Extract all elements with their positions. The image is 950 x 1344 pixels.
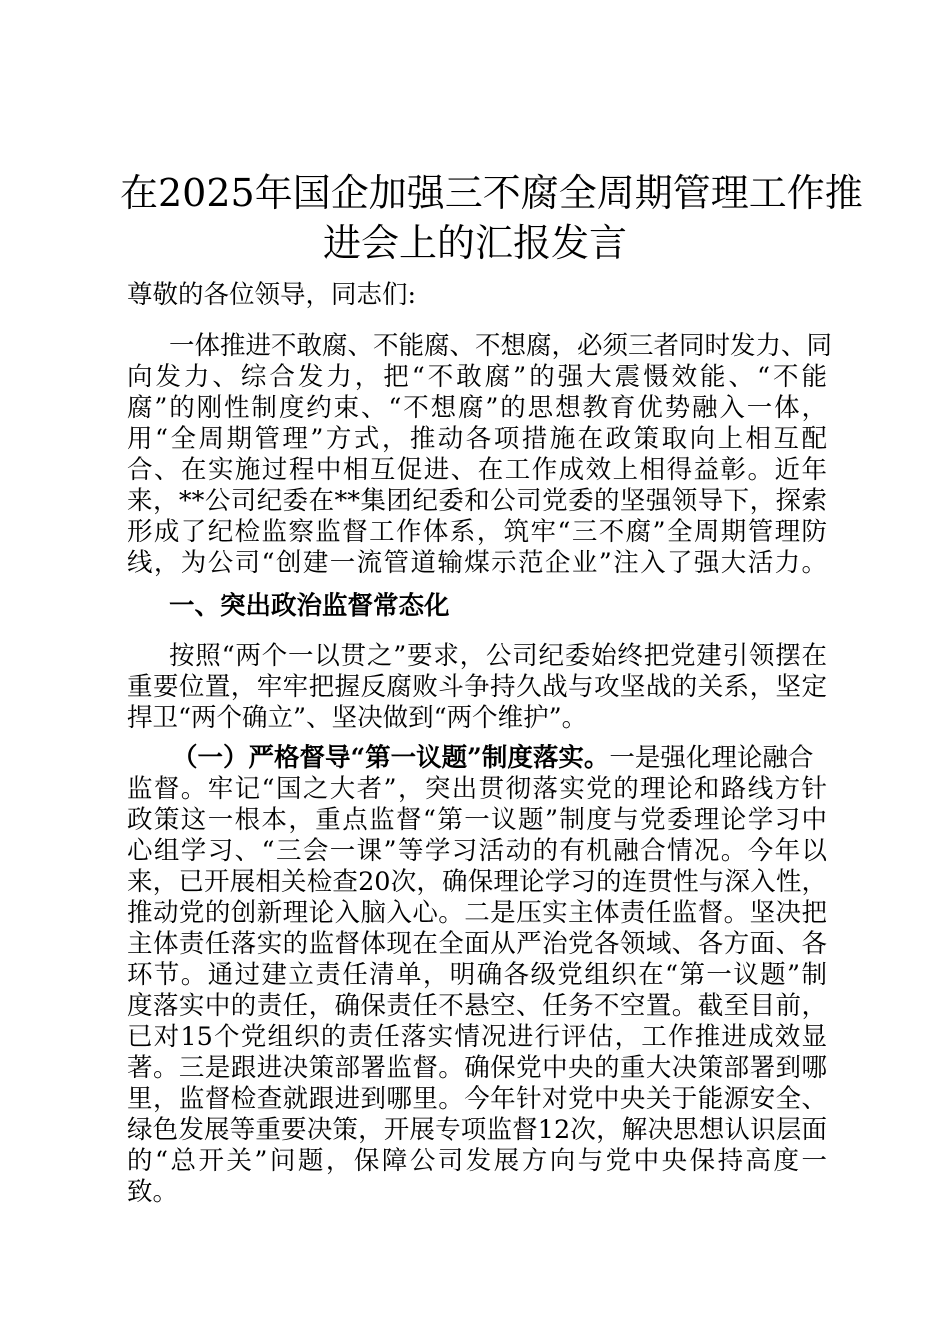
intro-line: 线，为公司“创建一流管道输煤示范企业”注入了强大活力。	[127, 548, 827, 578]
subsection-paragraph-line: 环节。通过建立责任清单，明确各级党组织在“第一议题”制	[127, 960, 827, 990]
intro-line: 用“全周期管理”方式，推动各项措施在政策取向上相互配	[127, 424, 827, 454]
subsection-first-line	[172, 742, 830, 774]
intro-line: 向发力、综合发力，把“不敢腐”的强大震慑效能、“不能	[127, 362, 827, 392]
subsection-paragraph-line: 已对15个党组织的责任落实情况进行评估，工作推进成效显	[127, 1022, 827, 1052]
document-title-line-2: 进会上的汇报发言	[322, 221, 627, 265]
section-paragraph-line: 捍卫“两个确立”、坚决做到“两个维护”。	[127, 703, 588, 733]
subsection-heading: （一）严格督导“第一议题”制度落实。	[172, 743, 610, 773]
subsection-paragraph-line: 的“总开关”问题，保障公司发展方向与党中央保持高度一	[127, 1146, 827, 1176]
intro-line: 合、在实施过程中相互促进、在工作成效上相得益彰。近年	[127, 455, 827, 485]
subsection-paragraph-line: 政策这一根本，重点监督“第一议题”制度与党委理论学习中	[127, 805, 827, 835]
subsection-paragraph-line: 致。	[127, 1177, 179, 1207]
intro-line: 一体推进不敢腐、不能腐、不想腐，必须三者同时发力、同	[169, 331, 833, 361]
document-title-line-1: 在2025年国企加强三不腐全周期管理工作推	[120, 171, 863, 215]
subsection-paragraph-line: 主体责任落实的监督体现在全面从严治党各领域、各方面、各	[127, 929, 827, 959]
intro-line: 腐”的刚性制度约束、“不想腐”的思想教育优势融入一体，	[127, 393, 827, 423]
salutation: 尊敬的各位领导，同志们:	[127, 280, 417, 310]
section-paragraph-line: 按照“两个一以贯之”要求，公司纪委始终把党建引领摆在	[169, 641, 827, 671]
subsection-paragraph-line: 里，监督检查就跟进到哪里。今年针对党中央关于能源安全、	[127, 1084, 827, 1114]
intro-line: 来，**公司纪委在**集团纪委和公司党委的坚强领导下，探索	[127, 486, 827, 516]
subsection-paragraph-line: 度落实中的责任，确保责任不悬空、任务不空置。截至目前，	[127, 991, 827, 1021]
subsection-first-line-rest: 一是强化理论融合	[609, 743, 814, 773]
section-heading: 一、突出政治监督常态化	[169, 591, 450, 621]
subsection-paragraph-line: 心组学习、“三会一课”等学习活动的有机融合情况。今年以	[127, 836, 827, 866]
subsection-paragraph-line: 来，已开展相关检查20次，确保理论学习的连贯性与深入性，	[127, 867, 827, 897]
subsection-paragraph-line: 推动党的创新理论入脑入心。二是压实主体责任监督。坚决把	[127, 898, 827, 928]
subsection-paragraph-line: 绿色发展等重要决策，开展专项监督12次，解决思想认识层面	[127, 1115, 827, 1145]
subsection-paragraph-line: 著。三是跟进决策部署监督。确保党中央的重大决策部署到哪	[127, 1053, 827, 1083]
section-paragraph-line: 重要位置，牢牢把握反腐败斗争持久战与攻坚战的关系，坚定	[127, 672, 827, 702]
subsection-paragraph-line: 监督。牢记“国之大者”，突出贯彻落实党的理论和路线方针	[127, 774, 827, 804]
intro-line: 形成了纪检监察监督工作体系，筑牢“三不腐”全周期管理防	[127, 517, 827, 547]
